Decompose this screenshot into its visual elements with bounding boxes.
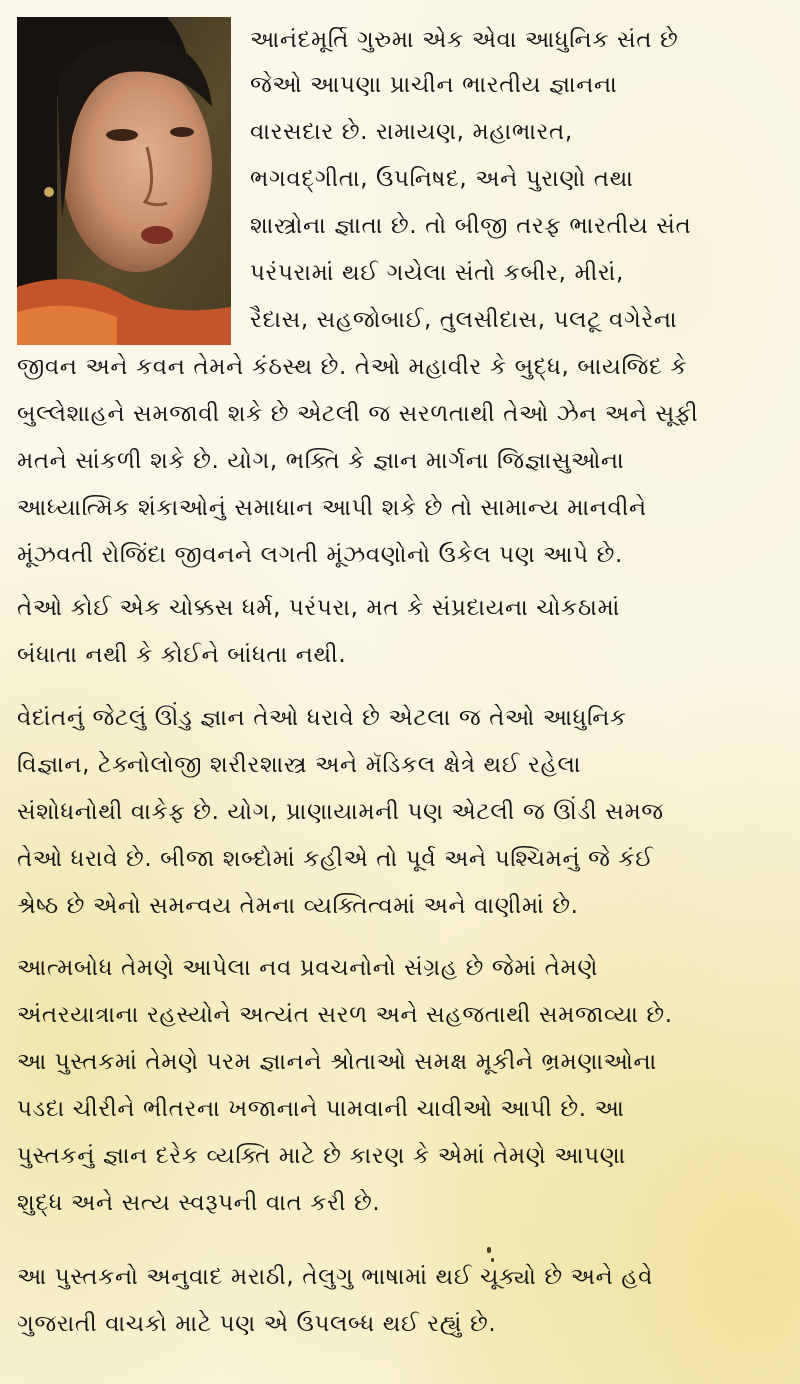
paragraph-4-line-5: પુસ્તકનું જ્ઞાન દરેક વ્યક્તિ માટે છે કારણ કે એમાં તેમણે આપણા — [17, 1143, 626, 1169]
paragraph-4-line-4: પડદા ચીરીને ભીતરના ખજાનાને પામવાની ચાવીઓ આપી છે. આ — [17, 1096, 625, 1122]
paragraph-1-line-11: આધ્યાત્મિક શંકાઓનું સમાધાન આપી શકે છે તો સામાન્ય માનવીને — [17, 495, 647, 521]
paragraph-1-line-1: આનંદમૂર્તિ ગુરુમા એક એવા આધુનિક સંત છે — [250, 27, 679, 53]
paragraph-3-line-1: વેદાંતનું જેટલું ઊંડુ જ્ઞાન તેઓ ધરાવે છે એટલા જ તેઓ આધુનિક — [17, 705, 627, 731]
paragraph-4-line-6: શુદ્ધ અને સત્ય સ્વરૂપની વાત કરી છે. — [17, 1190, 381, 1216]
paragraph-3-line-5: શ્રેષ્ઠ છે એનો સમન્વય તેમના વ્યક્તિત્વમાં અને વાણીમાં છે. — [17, 893, 579, 919]
paragraph-1-line-4: ભગવદ્ગીતા, ઉપનિષદ, અને પુરાણો તથા — [250, 166, 634, 192]
paragraph-3-line-3: સંશોધનોથી વાકેફ છે. યોગ, પ્રાણાયામની પણ એટલી જ ઊંડી સમજ — [17, 799, 664, 825]
paragraph-4-line-3: આ પુસ્તકમાં તેમણે પરમ જ્ઞાનને શ્રોતાઓ સમક્ષ મૂકીને ભ્રમણાઓના — [17, 1049, 657, 1075]
paragraph-1-line-2: જેઓ આપણા પ્રાચીન ભારતીય જ્ઞાનના — [250, 72, 618, 98]
paragraph-1-line-12: મૂંઝવતી રોજિંદા જીવનને લગતી મૂંઝવણોનો ઉકેલ પણ આપે છે. — [17, 542, 623, 568]
paragraph-1-line-8: જીવન અને કવન તેમને કંઠસ્થ છે. તેઓ મહાવીર કે બુદ્ધ, બાયજિદ કે — [17, 354, 688, 380]
paragraph-1-line-5: શાસ્ત્રોના જ્ઞાતા છે. તો બીજી તરફ ભારતીય સંત — [250, 213, 692, 239]
paragraph-2-line-2: બંધાતા નથી કે કોઈને બાંધતા નથી. — [17, 642, 347, 668]
paragraph-1-line-7: રૈદાસ, સહજોબાઈ, તુલસીદાસ, પલટૂ વગેરેના — [250, 307, 678, 333]
paragraph-3-line-2: વિજ્ઞાન, ટેક્નોલોજી શરીરશાસ્ત્ર અને મૅડિકલ ક્ષેત્રે થઈ રહેલા — [17, 752, 582, 778]
paragraph-1-line-3: વારસદાર છે. રામાયણ, મહાભારત, — [250, 119, 573, 145]
paragraph-1-line-6: પરંપરામાં થઈ ગયેલા સંતો કબીર, મીરાં, — [250, 260, 624, 286]
paragraph-2-line-1: તેઓ કોઈ એક ચોક્કસ ધર્મ, પરંપરા, મત કે સંપ્રદાયના ચોકઠામાં — [17, 595, 620, 621]
ink-speck — [487, 1247, 491, 1253]
paragraph-5-line-1: આ પુસ્તકનો અનુવાદ મરાઠી, તેલુગુ ભાષામાં થઈ ચૂક્યો છે અને હવે — [17, 1264, 654, 1290]
paragraph-4-line-1: આત્મબોધ તેમણે આપેલા નવ પ્રવચનોનો સંગ્રહ છે જેમાં તેમણે — [17, 955, 598, 981]
paragraph-1-line-10: મતને સાંકળી શકે છે. યોગ, ભક્તિ કે જ્ઞાન માર્ગના જિજ્ઞાસુઓના — [17, 448, 625, 474]
paragraph-4-line-2: અંતરયાત્રાના રહસ્યોને અત્યંત સરળ અને સહજતાથી સમજાવ્યા છે. — [17, 1002, 673, 1028]
paragraph-1-line-9: બુલ્લેશાહને સમજાવી શકે છે એટલી જ સરળતાથી તેઓ ઝેન અને સૂફી — [17, 401, 699, 427]
ink-speck — [491, 1258, 494, 1262]
paragraph-3-line-4: તેઓ ધરાવે છે. બીજા શબ્દોમાં કહીએ તો પૂર્વ અને પશ્ચિમનું જે કંઈ — [17, 846, 654, 872]
paragraph-5-line-2: ગુજરાતી વાચકો માટે પણ એ ઉપલબ્ધ થઈ રહ્યું છે. — [17, 1311, 497, 1337]
